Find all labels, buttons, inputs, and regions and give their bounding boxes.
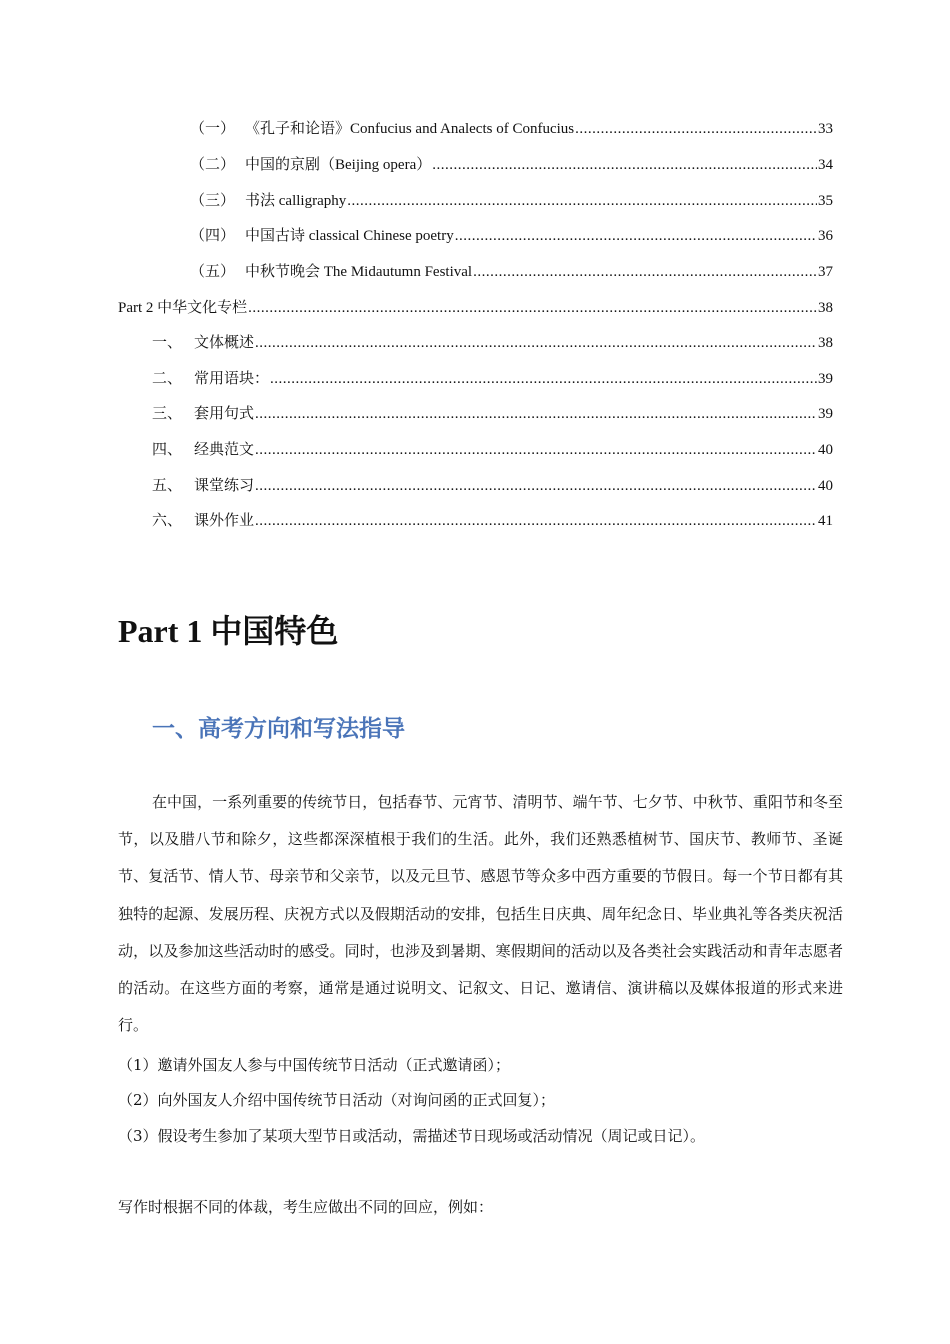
toc-entry-number: 一、	[152, 335, 183, 351]
toc-entry[interactable]	[190, 189, 833, 210]
part1-heading: Part 1 中国特色	[118, 613, 339, 649]
toc-entry[interactable]	[152, 474, 833, 495]
toc-entry-number: 三、	[152, 406, 183, 422]
toc-leader-dots	[455, 228, 817, 245]
toc-entry-number: （四）	[190, 228, 236, 244]
toc-entry-title: 《孔子和论语》Confucius and Analects of Confucius	[245, 121, 575, 137]
list-item: （2）向外国友人介绍中国传统节日活动（对询问函的正式回复）；	[118, 1091, 556, 1109]
toc-entry[interactable]	[152, 509, 833, 530]
toc-entry-page: 40	[818, 442, 833, 458]
toc-entry-title: 书法 calligraphy	[245, 193, 347, 209]
toc-entry[interactable]	[152, 331, 833, 352]
toc-entry-page: 34	[818, 157, 833, 173]
toc-entry-number: （五）	[190, 264, 236, 280]
toc-entry-number: （一）	[190, 121, 236, 137]
toc-entry[interactable]	[152, 438, 833, 459]
toc-leader-dots	[270, 371, 817, 388]
toc-entry-page: 38	[818, 335, 833, 351]
toc-entry-title: 中秋节晚会 The Midautumn Festival	[245, 264, 473, 280]
toc-entry-title: 套用句式	[194, 406, 255, 422]
toc-entry[interactable]	[190, 260, 833, 281]
list-item: （1）邀请外国友人参与中国传统节日活动（正式邀请函）；	[118, 1056, 511, 1074]
toc-entry-title: 常用语块：	[194, 371, 270, 387]
toc-leader-dots	[473, 264, 817, 281]
toc-entry-number: 二、	[152, 371, 183, 387]
toc-entry-page: 39	[818, 406, 833, 422]
toc-entry-title: 课外作业	[194, 513, 255, 529]
toc-entry-part2[interactable]	[118, 296, 833, 317]
toc-leader-dots	[255, 478, 817, 495]
closing-line: 写作时根据不同的体裁，考生应做出不同的回应，例如：	[118, 1198, 494, 1216]
toc-entry-page: 36	[818, 228, 833, 244]
toc-entry-title: 课堂练习	[194, 478, 255, 494]
toc-entry-title: 文体概述	[194, 335, 255, 351]
toc-leader-dots	[248, 300, 817, 317]
toc-entry-title: Part 2 中华文化专栏	[118, 300, 248, 316]
toc-leader-dots	[255, 513, 817, 530]
toc-leader-dots	[432, 157, 817, 174]
toc-leader-dots	[347, 193, 817, 210]
toc-entry-number: 四、	[152, 442, 183, 458]
list-item: （3）假设考生参加了某项大型节日或活动，需描述节日现场或活动情况（周记或日记）。	[118, 1127, 706, 1145]
toc-entry[interactable]	[152, 367, 833, 388]
toc-entry-number: 六、	[152, 513, 183, 529]
toc-entry-title: 中国古诗 classical Chinese poetry	[245, 228, 454, 244]
toc-entry-page: 40	[818, 478, 833, 494]
toc-leader-dots	[255, 335, 817, 352]
toc-entry-title: 经典范文	[194, 442, 255, 458]
body-paragraph: 在中国，一系列重要的传统节日，包括春节、元宵节、清明节、端午节、七夕节、中秋节、重阳节和冬至节，以及腊八节和除夕，这些都深深植根于我们的生活。此外，我们还熟悉植树节、国庆节、教师节、圣诞节、复活节、情人节、母亲节和父亲节，以及元旦节、感恩节等众多中西方重要的节假日。每一个节日都有其独特的起源、发展历程、庆祝方式以及假期活动的安排，包括生日庆典、周年纪念日、毕业典礼等各类庆祝活动，以及参加这些活动时的感受。同时，也涉及到暑期、寒假期间的活动以及各类社会实践活动和青年志愿者的活动。在这些方面的考察，通常是通过说明文、记叙文、日记、邀请信、演讲稿以及媒体报道的形式来进行。	[118, 793, 843, 1035]
section-heading: 一、高考方向和写法指导	[152, 716, 405, 742]
toc-leader-dots	[255, 406, 817, 423]
toc-entry[interactable]	[152, 402, 833, 423]
toc-entry-page: 38	[818, 300, 833, 316]
toc-entry[interactable]	[190, 224, 833, 245]
toc-entry-title: 中国的京剧（Beijing opera）	[245, 157, 432, 173]
toc-entry-page: 41	[818, 513, 833, 529]
toc-entry-page: 37	[818, 264, 833, 280]
toc-entry-page: 39	[818, 371, 833, 387]
toc-leader-dots	[255, 442, 817, 459]
toc-entry-number: （三）	[190, 193, 236, 209]
toc-entry[interactable]	[190, 153, 833, 174]
toc-entry-page: 35	[818, 193, 833, 209]
toc-leader-dots	[575, 121, 817, 138]
toc-entry[interactable]	[190, 117, 833, 138]
toc-entry-page: 33	[818, 121, 833, 137]
toc-entry-number: （二）	[190, 157, 236, 173]
toc-entry-number: 五、	[152, 478, 183, 494]
